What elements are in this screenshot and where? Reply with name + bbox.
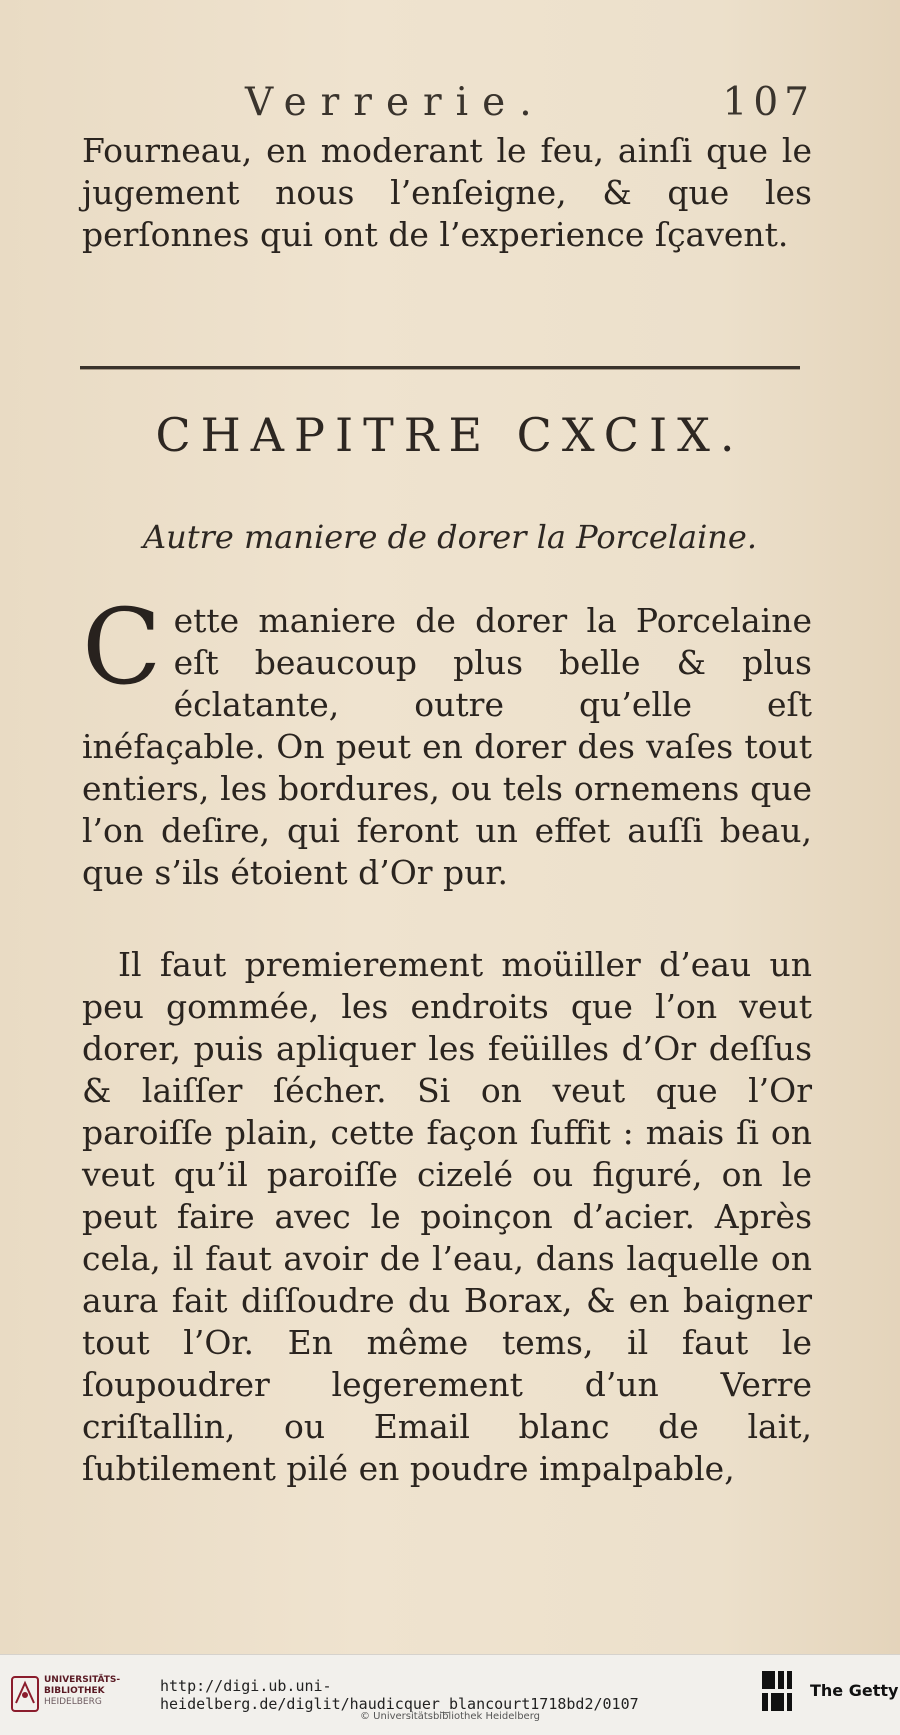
body-paragraph-1-block [82, 586, 812, 894]
body-paragraph-2: Il faut premierement moüiller d’eau un peu gommée, les endroits que l’on veut dorer, puis apliquer les feüilles d’Or deſſus & laiſſer ſécher. Si on veut que l’Or paroiſſe plain, cette façon ſuffit : mais ſi on veut qu’il paroiſſe cizelé ou figuré, on le peut faire avec le poinçon d’acier. Après cela, il faut avoir de l’eau, dans laquelle on aura fait diſſoudre du Borax, & en baigner tout l’Or. En même tems, il faut le ſoupoudrer legerement d’un Verre criſtallin, ou Email blanc de lait, ſubtilement pilé en poudre impalpable, [82, 945, 812, 1488]
university-library-name [44, 1675, 164, 1708]
page-number: 107 [722, 80, 815, 125]
chapter-subtitle: Autre maniere de dorer la Porcelaine. [142, 518, 758, 556]
viewer-footer [0, 1654, 900, 1735]
copyright-notice: © Universitätsbibliothek Heidelberg [359, 1711, 540, 1722]
org-line-1: UNIVERSITÄTS- [44, 1675, 121, 1685]
getty-logo-icon [760, 1669, 794, 1713]
intro-paragraph: Fourneau, en moderant le feu, ainſi que le jugement nous l’enſeigne, & que les perſonnes qui ont de l’experience ſçavent. [82, 131, 812, 254]
section-rule [80, 366, 800, 370]
org-line-3: HEIDELBERG [44, 1697, 102, 1707]
running-head-title: Verrerie. [245, 80, 546, 125]
permalink-url[interactable]: http://digi.ub.uni-heidelberg.de/diglit/haudicquer_blancourt1718bd2/0107 [160, 1677, 639, 1713]
getty-label: The Getty [810, 1681, 899, 1700]
running-head [245, 80, 815, 130]
body-paragraph-1: Cette maniere de dorer la Porcelaine eſt beaucoup plus belle & plus éclatante, outre qu’elle eſt inéfaçable. On peut en dorer des vaſes tout entiers, les bordures, ou tels ornemens que l’on deſire, qui feront un effet auſſi beau, que s’ils étoient d’Or pur. [82, 586, 812, 892]
chapter-title: CHAPITRE CXCIX. [155, 408, 745, 462]
org-line-2: BIBLIOTHEK [44, 1686, 105, 1696]
heidelberg-logo-icon [10, 1673, 40, 1715]
intro-paragraph-block [82, 130, 812, 256]
body-paragraph-2-block [82, 944, 812, 1490]
